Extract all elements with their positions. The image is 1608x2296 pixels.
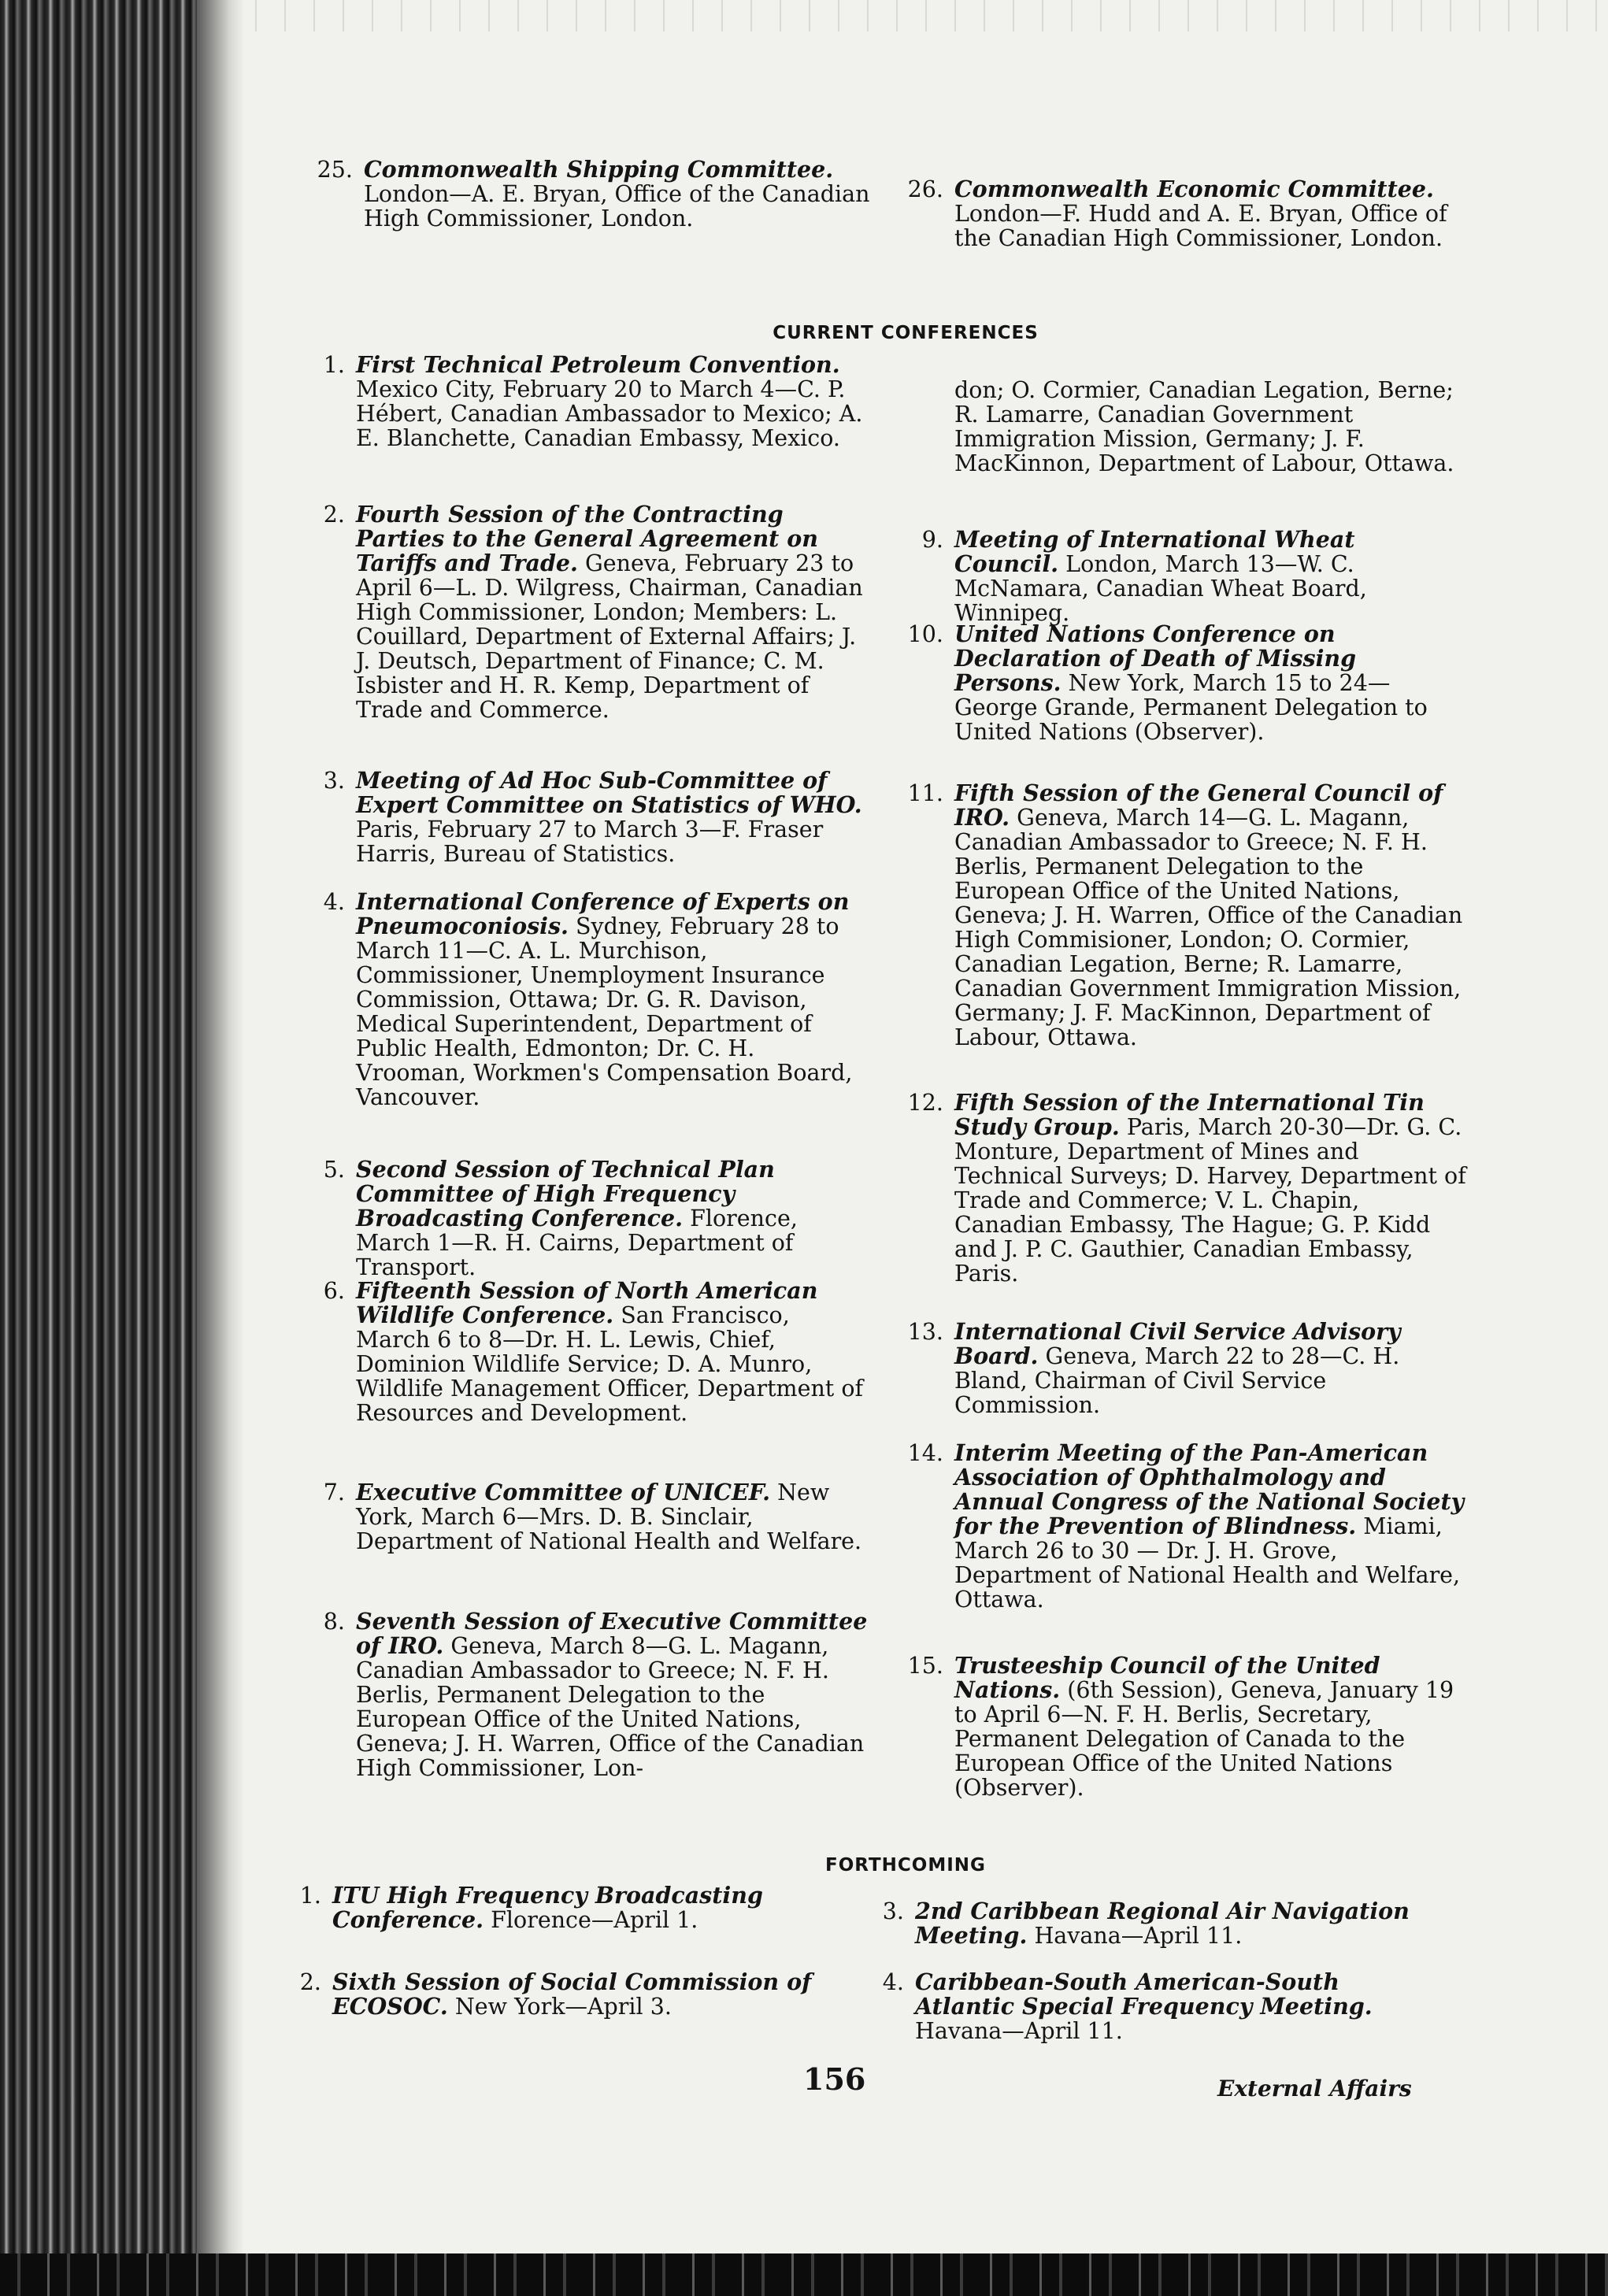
item-text: Havana—April 11. (915, 2018, 1123, 2044)
list-item: 3. 2nd Caribbean Regional Air Navigation Meeting. Havana—April 11. (882, 1898, 1410, 1949)
list-item: 7. Executive Committee of UNICEF. New York, March 6—Mrs. D. B. Sinclair, Department of National Health and Welfare. (323, 1479, 862, 1554)
item-title: Fifteenth Session of North American Wildlife Conference. (356, 1277, 818, 1328)
item-title: Second Session of Technical Plan Committee of High Frequency Broadcasting Conference. (356, 1156, 775, 1231)
item-text: Paris, March 20-30—Dr. G. C. Monture, Department of Mines and Technical Surveys; D. Harvey, Department of Trade and Commerce; V. L. Chapin, Canadian Embassy, The Hague; G. P. Kidd and J. P. C. Gauthier, Canadian Embassy, Paris. (954, 1114, 1466, 1287)
item-title: Interim Meeting of the Pan-American Association of Ophthalmology and Annual Congress of the National Society for the Prevention of Blindness. (954, 1439, 1465, 1539)
item-title: First Technical Petroleum Convention. (356, 351, 840, 378)
item-title: Seventh Session of Executive Committee of IRO. (356, 1608, 868, 1659)
list-item: 3. Meeting of Ad Hoc Sub-Committee of Expert Committee on Statistics of WHO. Paris, February 27 to March 3—F. Fraser Harris, Bureau of Statistics. (323, 767, 862, 867)
item-text: Florence, March 1—R. H. Cairns, Department of Transport. (356, 1205, 798, 1280)
item-text: New York, March 15 to 24—George Grande, Permanent Delegation to United Nations (Observer). (954, 670, 1428, 745)
list-item: 14. Interim Meeting of the Pan-American Association of Ophthalmology and Annual Congress of the National Society for the Prevention of Blindness. Miami, March 26 to 30 — Dr. J. H. Grove, Department of National Health and Welfare, Ottawa. (907, 1439, 1465, 1613)
item-text: London—A. E. Bryan, Office of the Canadian High Commissioner, London. (364, 181, 870, 231)
item-text: New York—April 3. (454, 1994, 672, 2020)
list-item: 2. Sixth Session of Social Commission of ECOSOC. New York—April 3. (299, 1968, 812, 2020)
item-title: Fourth Session of the Contracting Parties to the General Agreement on Tariffs and Trade. (356, 501, 818, 576)
item-text: New York, March 6—Mrs. D. B. Sinclair, Department of National Health and Welfare. (356, 1479, 862, 1554)
item-title: Executive Committee of UNICEF. (356, 1479, 770, 1505)
item-text: don; O. Cormier, Canadian Legation, Berne; R. Lamarre, Canadian Government Immigration Mission, Germany; J. F. MacKinnon, Department of Labour, Ottawa. (954, 377, 1454, 476)
current-left-column (307, 353, 868, 1809)
item-text: Geneva, March 22 to 28—C. H. Bland, Chairman of Civil Service Commission. (954, 1343, 1400, 1418)
item-text: San Francisco, March 6 to 8—Dr. H. L. Lewis, Chief, Dominion Wildlife Service; D. A. Munro, Wildlife Management Officer, Department of Resources and Development. (356, 1302, 864, 1426)
item-title: ITU High Frequency Broadcasting Conference. (332, 1882, 763, 1933)
item-title: Sixth Session of Social Commission of ECOSOC. (332, 1968, 812, 2020)
list-item: 13. International Civil Service Advisory Board. Geneva, March 22 to 28—C. H. Bland, Chairman of Civil Service Commission. (907, 1318, 1401, 1418)
item-title: Commonwealth Shipping Committee. (364, 156, 834, 183)
current-right-column (906, 378, 1466, 1835)
item-text: Sydney, February 28 to March 11—C. A. L. Murchison, Commissioner, Unemployment Insurance Commission, Ottawa; Dr. G. R. Davison, Medical Superintendent, Department of Public Health, Edmonton; Dr. C. H. Vrooman, Workmen's Compensation Board, Vancouver. (356, 913, 853, 1110)
item-text: Mexico City, February 20 to March 4—C. P. Hébert, Canadian Ambassador to Mexico; A. E. Blanchette, Canadian Embassy, Mexico. (356, 376, 863, 451)
list-item: 1. First Technical Petroleum Convention. Mexico City, February 20 to March 4—C. P. Hébert, Canadian Ambassador to Mexico; A. E. Blanchette, Canadian Embassy, Mexico. (323, 351, 863, 451)
item-text: Geneva, March 8—G. L. Magann, Canadian Ambassador to Greece; N. F. H. Berlis, Permanent Delegation to the European Office of the United Nations, Geneva; J. H. Warren, Office of the Canadian High Commissioner, Lon- (356, 1633, 865, 1781)
list-item: 15. Trusteeship Council of the United Nations. (6th Session), Geneva, January 19 to April 6—N. F. H. Berlis, Secretary, Permanent Delegation of Canada to the European Office of the United Nations (Observer). (907, 1652, 1454, 1801)
item-title: 2nd Caribbean Regional Air Navigation Meeting. (915, 1898, 1410, 1949)
item-title: United Nations Conference on Declaration of Death of Missing Persons. (954, 620, 1357, 696)
list-item: 11. Fifth Session of the General Council of IRO. Geneva, March 14—G. L. Magann, Canadian Ambassador to Greece; N. F. H. Berlis, Permanent Delegation to the European Office of the United Nations, Geneva; J. H. Warren, Office of the Canadian High Commisioner, London; O. Cormier, Canadian Legation, Berne; R. Lamarre, Canadian Government Immigration Mission, Germany; J. F. MacKinnon, Department of Labour, Ottawa. (907, 780, 1463, 1050)
running-footer: External Affairs (1217, 2076, 1412, 2102)
item-title: Meeting of International Wheat Council. (954, 526, 1355, 577)
item-text: Miami, March 26 to 30 — Dr. J. H. Grove, Department of National Health and Welfare, Ottawa. (954, 1513, 1461, 1613)
list-item-continuation (906, 378, 1466, 476)
item-text: Havana—April 11. (1034, 1923, 1243, 1949)
list-item: 26. Commonwealth Economic Committee. London—F. Hudd and A. E. Bryan, Office of the Canadian High Commissioner, London. (907, 176, 1447, 251)
item-text: London—F. Hudd and A. E. Bryan, Office of the Canadian High Commissioner, London. (954, 201, 1447, 251)
page-number: 156 (803, 2061, 866, 2097)
item-title: Fifth Session of the International Tin Study Group. (954, 1089, 1425, 1140)
item-text: Florence—April 1. (491, 1907, 698, 1933)
item-title: Commonwealth Economic Committee. (954, 176, 1434, 202)
item-text: Geneva, February 23 to April 6—L. D. Wilgress, Chairman, Canadian High Commissioner, London; Members: L. Couillard, Department of External Affairs; J. J. Deutsch, Department of Finance; C. M. Isbister and H. R. Kemp, Department of Trade and Commerce. (356, 550, 863, 723)
item-title: International Civil Service Advisory Board. (954, 1318, 1401, 1369)
list-item: 10. United Nations Conference on Declaration of Death of Missing Persons. New York, March 15 to 24—George Grande, Permanent Delegation to United Nations (Observer). (907, 620, 1428, 745)
item-text: Paris, February 27 to March 3—F. Fraser Harris, Bureau of Statistics. (356, 817, 824, 867)
forthcoming-heading: FORTHCOMING (825, 1855, 986, 1876)
item-title: Meeting of Ad Hoc Sub-Committee of Expert Committee on Statistics of WHO. (356, 767, 862, 818)
item-text: London, March 13—W. C. McNamara, Canadian Wheat Board, Winnipeg. (954, 551, 1367, 626)
item-text: (6th Session), Geneva, January 19 to April 6—N. F. H. Berlis, Secretary, Permanent Delegation of Canada to the European Office of the United Nations (Observer). (954, 1677, 1454, 1801)
item-title: Caribbean-South American-South Atlantic Special Frequency Meeting. (915, 1968, 1373, 2020)
item-title: International Conference of Experts on Pneumoconiosis. (356, 888, 850, 939)
list-item: 8. Seventh Session of Executive Committee of IRO. Geneva, March 8—G. L. Magann, Canadian Ambassador to Greece; N. F. H. Berlis, Permanent Delegation to the European Office of the United Nations, Geneva; J. H. Warren, Office of the Canadian High Commissioner, Lon- (323, 1608, 868, 1781)
item-title: Fifth Session of the General Council of IRO. (954, 780, 1443, 831)
current-conferences-heading: CURRENT CONFERENCES (773, 323, 1039, 343)
page-binding-edge (197, 0, 244, 2296)
list-item: 1. ITU High Frequency Broadcasting Conference. Florence—April 1. (299, 1882, 763, 1933)
list-item: 5. Second Session of Technical Plan Committee of High Frequency Broadcasting Conference. Florence, March 1—R. H. Cairns, Department of Transport. (323, 1156, 798, 1280)
list-item: 4. Caribbean-South American-South Atlantic Special Frequency Meeting. Havana—April 11. (882, 1968, 1373, 2044)
scan-noise (244, 0, 1608, 31)
list-item: 4. International Conference of Experts on Pneumoconiosis. Sydney, February 28 to March 11—C. A. L. Murchison, Commissioner, Unemployment Insurance Commission, Ottawa; Dr. G. R. Davison, Medical Superintendent, Department of Public Health, Edmonton; Dr. C. H. Vrooman, Workmen's Compensation Board, Vancouver. (323, 888, 853, 1110)
item-title: Trusteeship Council of the United Nations. (954, 1652, 1380, 1703)
list-item: 2. Fourth Session of the Contracting Parties to the General Agreement on Tariffs and Trade. Geneva, February 23 to April 6—L. D. Wilgress, Chairman, Canadian High Commissioner, London; Members: L. Couillard, Department of External Affairs; J. J. Deutsch, Department of Finance; C. M. Isbister and H. R. Kemp, Department of Trade and Commerce. (323, 501, 863, 723)
scan-bottom-edge (0, 2253, 1608, 2296)
list-item: 25. Commonwealth Shipping Committee. London—A. E. Bryan, Office of the Canadian High Commissioner, London. (317, 156, 870, 231)
item-text: Geneva, March 14—G. L. Magann, Canadian Ambassador to Greece; N. F. H. Berlis, Permanent Delegation to the European Office of the United Nations, Geneva; J. H. Warren, Office of the Canadian High Commisioner, London; O. Cormier, Canadian Legation, Berne; R. Lamarre, Canadian Government Immigration Mission, Germany; J. F. MacKinnon, Department of Labour, Ottawa. (954, 805, 1463, 1050)
list-item: 12. Fifth Session of the International Tin Study Group. Paris, March 20-30—Dr. G. C. Monture, Department of Mines and Technical Surveys; D. Harvey, Department of Trade and Commerce; V. L. Chapin, Canadian Embassy, The Hague; G. P. Kidd and J. P. C. Gauthier, Canadian Embassy, Paris. (907, 1089, 1466, 1287)
list-item: 6. Fifteenth Session of North American Wildlife Conference. San Francisco, March 6 to 8—Dr. H. L. Lewis, Chief, Dominion Wildlife Service; D. A. Munro, Wildlife Management Officer, Department of Resources and Development. (323, 1277, 864, 1426)
list-item: 9. Meeting of International Wheat Council. London, March 13—W. C. McNamara, Canadian Wheat Board, Winnipeg. (921, 526, 1367, 626)
page-binding-shadow (0, 0, 197, 2296)
